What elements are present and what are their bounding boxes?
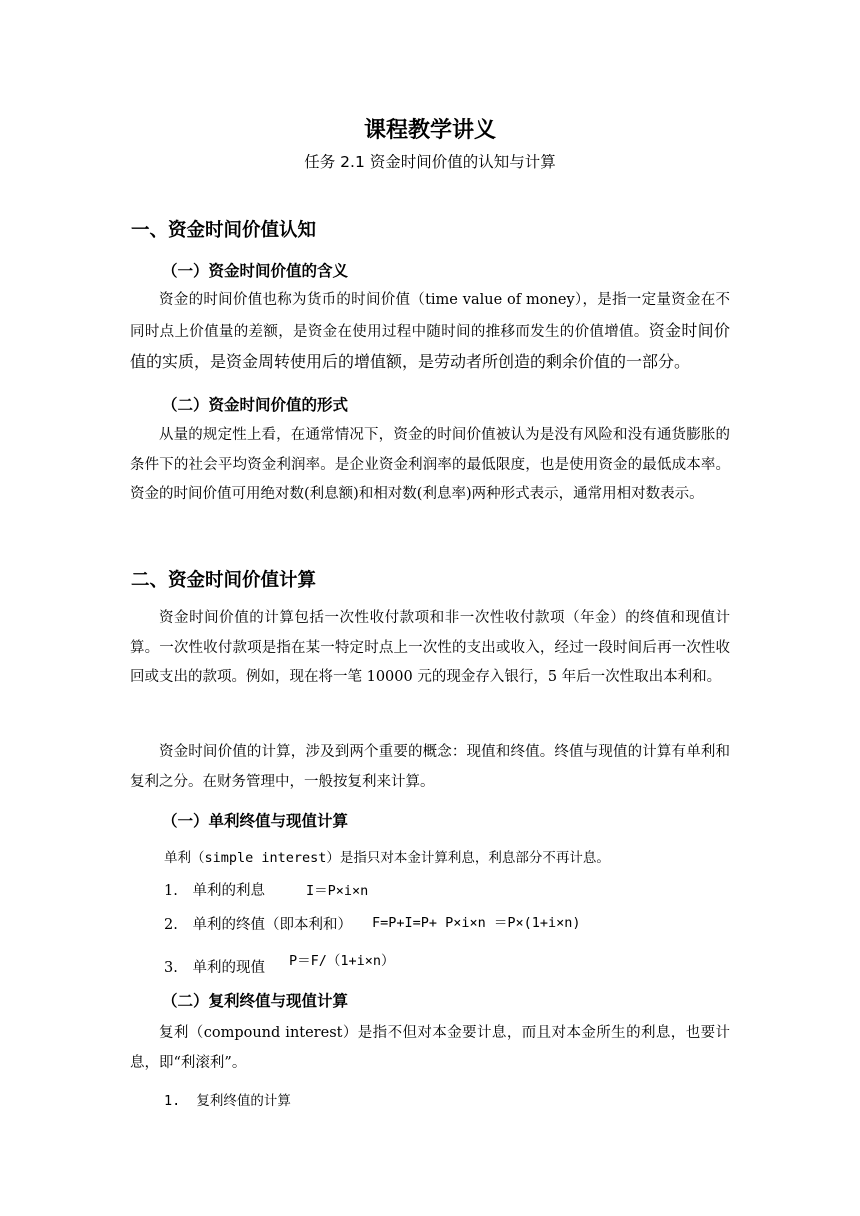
compound-interest-intro: 复利（compound interest）是指不但对本金要计息，而且对本金所生的利息，也要计息，即“利滚利”。 <box>130 1025 730 1071</box>
compound-item-1 <box>164 1089 291 1109</box>
formula-number: 2. <box>164 917 178 933</box>
section-2-paragraph-2: 资金时间价值的计算，涉及到两个重要的概念：现值和终值。终值与现值的计算有单利和复利之分。在财务管理中，一般按复利来计算。 <box>130 744 730 790</box>
paragraph-part-1: 资金的时间价值也称为货币的时间价值（time value of money），是指一定量资金在不同时点上价值量的差额，是资金在使用过程中随时间的推移而发生的价值增值。 <box>130 292 730 340</box>
formula-simple-future-value: F=P+I=P+ P×i×n ＝P×(1+i×n) <box>372 915 581 931</box>
formula-number: 1. <box>164 883 178 899</box>
formula-row-3 <box>164 956 265 977</box>
formula-label: 单利的现值 <box>192 960 265 976</box>
formula-simple-present-value: P＝F/（1+i×n） <box>289 953 395 969</box>
formula-number: 3. <box>164 960 178 976</box>
paragraph-part-2: 资金时间价值的实质，是资金周转使用后的增值额，是劳动者所创造的剩余价值的一部分。 <box>130 320 730 371</box>
formula-label: 单利的利息 <box>192 883 265 899</box>
formula-row-1 <box>164 879 265 900</box>
formula-simple-interest: I＝P×i×n <box>306 883 369 899</box>
item-label: 复利终值的计算 <box>196 1093 291 1109</box>
formula-row-2 <box>164 913 352 934</box>
section-1-sub-1-heading: （一）资金时间价值的含义 <box>162 262 349 280</box>
document-title: 课程教学讲义 <box>363 118 496 143</box>
section-1-sub-2-paragraph: 从量的规定性上看，在通常情况下，资金的时间价值被认为是没有风险和没有通货膨胀的条件下的社会平均资金利润率。是企业资金利润率的最低限度，也是使用资金的最低成本率。资金的时间价值可用绝对数(利息额)和相对数(利息率)两种形式表示，通常用相对数表示。 <box>130 427 730 502</box>
section-2-sub-1-heading: （一）单利终值与现值计算 <box>162 812 349 830</box>
section-2-sub-2-heading: （二）复利终值与现值计算 <box>162 992 349 1010</box>
simple-interest-intro: 单利（simple interest）是指只对本金计算利息，利息部分不再计息。 <box>164 850 610 866</box>
section-2-heading: 二、资金时间价值计算 <box>131 570 317 591</box>
section-1-sub-2-heading: （二）资金时间价值的形式 <box>162 396 349 414</box>
document-subtitle: 任务 2.1 资金时间价值的认知与计算 <box>304 153 556 171</box>
section-1-heading: 一、资金时间价值认知 <box>131 220 317 241</box>
section-1-sub-1-paragraph <box>130 286 730 379</box>
formula-label: 单利的终值（即本利和） <box>192 917 352 933</box>
section-2-paragraph-1: 资金时间价值的计算包括一次性收付款项和非一次性收付款项（年金）的终值和现值计算。一次性收付款项是指在某一特定时点上一次性的支出或收入，经过一段时间后再一次性收回或支出的款项。例如，现在将一笔 10000 元的现金存入银行，5 年后一次性取出本利和。 <box>130 610 730 685</box>
item-number: 1. <box>164 1093 181 1109</box>
